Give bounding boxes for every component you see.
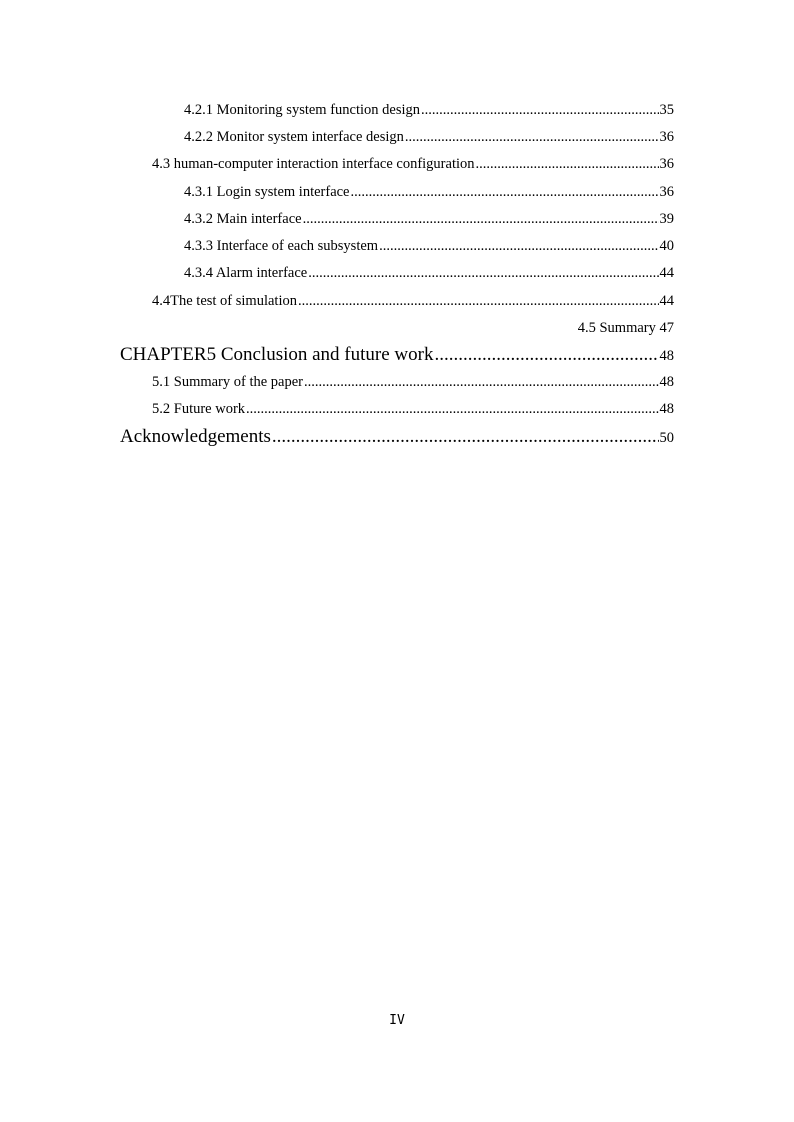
toc-entry-label: 4.3 human-computer interaction interface configuration [152, 156, 475, 172]
toc-entry[interactable] [152, 292, 674, 310]
toc-entry[interactable] [184, 210, 674, 228]
toc-entry[interactable] [152, 373, 674, 391]
toc-entry-label: 4.3.2 Main interface [184, 211, 302, 227]
toc-entry-page: 36 [659, 129, 674, 145]
page-number: IV [389, 1013, 405, 1028]
toc-entry[interactable] [184, 128, 674, 146]
toc-leader-dots [298, 292, 659, 310]
toc-leader-dots [246, 400, 658, 418]
toc-entry-page: 44 [659, 265, 674, 281]
toc-entry[interactable] [184, 101, 674, 119]
toc-entry[interactable] [184, 183, 674, 201]
toc-leader-dots [272, 426, 659, 448]
toc-leader-dots [308, 264, 658, 282]
toc-entry[interactable] [152, 400, 674, 418]
toc-leader-dots [421, 101, 658, 119]
toc-entry-page: 36 [659, 156, 674, 172]
toc-entry-label: 5.2 Future work [152, 401, 246, 417]
toc-chapter-entry[interactable] [120, 344, 674, 367]
toc-entry-label: 4.5 Summary [577, 320, 656, 336]
toc-entry[interactable] [152, 155, 674, 173]
toc-entry-page: 48 [659, 374, 674, 390]
toc-leader-dots [476, 155, 659, 173]
toc-entry-page: 35 [659, 102, 674, 118]
toc-leader-dots [304, 373, 658, 391]
toc-entry-page: 36 [659, 184, 674, 200]
toc-entry-label: 4.3.4 Alarm interface [184, 265, 308, 281]
toc-entry-label: 4.3.3 Interface of each subsystem [184, 238, 379, 254]
toc-leader-dots [379, 237, 658, 255]
toc-entry-page: 44 [659, 293, 674, 309]
toc-leader-dots [351, 183, 659, 201]
toc-entry-page: 39 [659, 211, 674, 227]
toc-entry[interactable] [578, 319, 674, 337]
toc-entry-label: 4.3.1 Login system interface [184, 184, 350, 200]
toc-leader-dots [434, 344, 658, 366]
toc-entry-page: 48 [659, 401, 674, 417]
toc-entry-label: 4.2.2 Monitor system interface design [184, 129, 404, 145]
toc-leader-dots [303, 210, 659, 228]
toc-entry-label: Acknowledgements [120, 426, 271, 447]
toc-entry-page: 47 [659, 320, 674, 336]
toc-entry-page: 40 [659, 238, 674, 254]
toc-entry[interactable] [184, 237, 674, 255]
toc-entry-page: 50 [659, 430, 674, 446]
toc-entry-page: 48 [659, 348, 674, 364]
toc-entry-label: 4.2.1 Monitoring system function design [184, 102, 421, 118]
toc-entry-label: CHAPTER5 Conclusion and future work [120, 344, 434, 365]
toc-entry[interactable] [184, 264, 674, 282]
toc-leader-dots [405, 128, 659, 146]
toc-entry-label: 5.1 Summary of the paper [152, 374, 304, 390]
toc-chapter-entry[interactable] [120, 426, 674, 449]
toc-entry-label: 4.4The test of simulation [152, 293, 297, 309]
